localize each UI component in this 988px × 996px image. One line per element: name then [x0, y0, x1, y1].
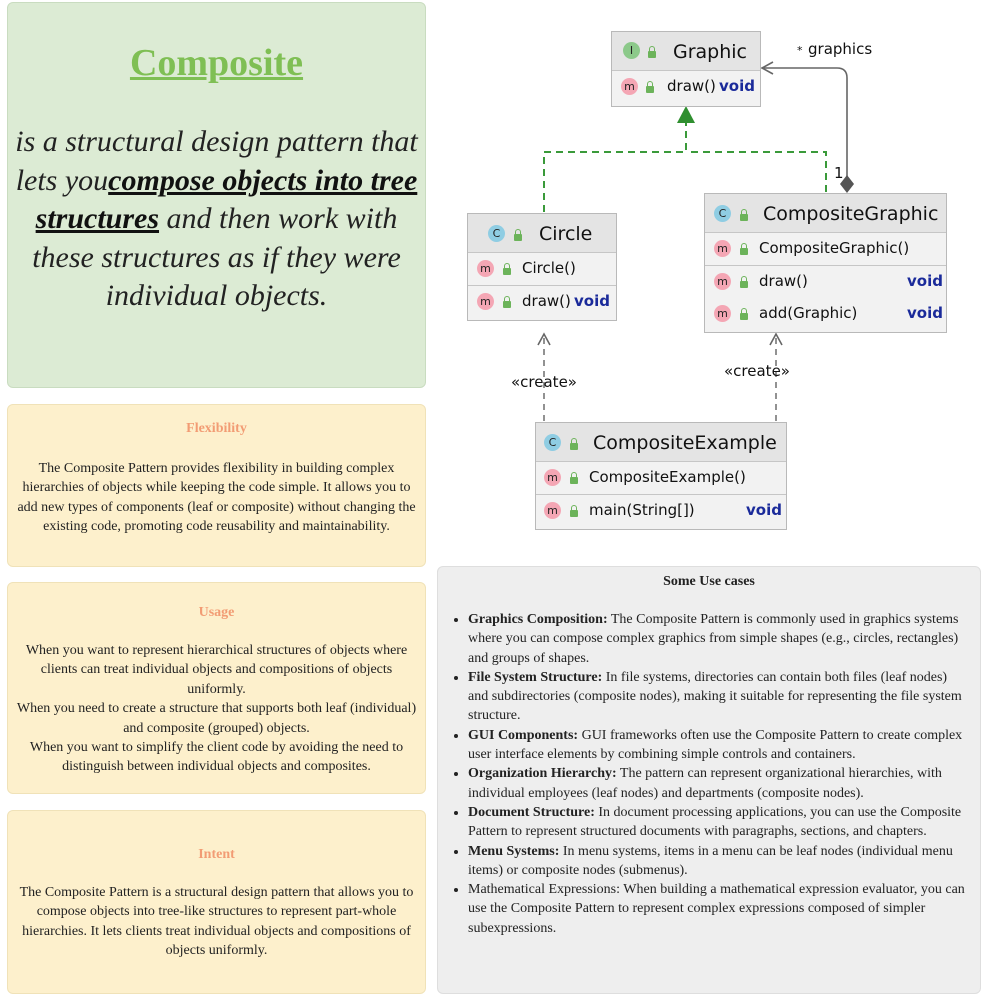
- lock-icon: [570, 477, 578, 484]
- method-icon: m: [714, 305, 731, 322]
- interface-icon: I: [623, 42, 640, 59]
- method-row: [705, 298, 946, 330]
- uml-class-circle: [467, 213, 617, 321]
- method-icon: m: [714, 273, 731, 290]
- method-name: draw(): [759, 272, 808, 290]
- use-case-term: GUI Components:: [468, 727, 579, 743]
- intent-title: Intent: [198, 847, 235, 862]
- method-row: [536, 462, 786, 494]
- constructor-name: CompositeGraphic(): [759, 239, 910, 257]
- use-case-text: The Composite Pattern is commonly used in graphics systems where you can compose complex graphics from simple shapes (e.g., circles, rectangles) and groups of shapes.: [468, 612, 959, 666]
- flexibility-title: Flexibility: [186, 421, 247, 436]
- class-icon: C: [544, 434, 561, 451]
- constructor-name: CompositeExample(): [589, 468, 746, 486]
- usage-line: When you want to represent hierarchical structures of objects where clients can treat individual objects and compositions of objects uniformly.: [25, 643, 408, 697]
- lock-icon: [740, 313, 748, 320]
- class-icon: C: [714, 205, 731, 222]
- usage-line: When you want to simplify the client code by avoiding the need to distinguish between individual objects and composites.: [29, 740, 404, 775]
- hero-text-3: and then work with these structures as if they were individual objects.: [32, 202, 401, 312]
- use-case-text: The pattern can represent organizational hierarchies, with individual employees (leaf nodes) and departments (composite nodes).: [468, 766, 942, 801]
- hero-text-emphasis: compose objects into tree structures: [35, 163, 418, 235]
- use-cases-title: Some Use cases: [663, 574, 755, 589]
- lock-icon: [740, 248, 748, 255]
- method-row: [468, 285, 616, 318]
- lock-icon: [648, 51, 656, 58]
- lock-icon: [740, 214, 748, 221]
- use-case-term: Menu Systems:: [468, 843, 560, 859]
- method-row: [705, 265, 946, 298]
- lock-icon: [503, 301, 511, 308]
- lock-icon: [646, 86, 654, 93]
- class-name: Graphic: [673, 41, 748, 63]
- class-name: CompositeExample: [593, 432, 777, 454]
- class-header: [536, 423, 786, 462]
- use-case-term: Graphics Composition:: [468, 612, 608, 627]
- create-label-right: «create»: [724, 362, 790, 380]
- use-case-text: Mathematical Expressions: When building a mathematical expression evaluator, you can use the Composite Pattern to represent complex expressions composed of simpler subexpressions.: [468, 882, 965, 936]
- method-row: [612, 71, 760, 103]
- class-name: CompositeGraphic: [763, 203, 939, 225]
- lock-icon: [740, 281, 748, 288]
- lock-icon: [570, 510, 578, 517]
- method-name: draw(): [522, 292, 571, 310]
- intent-text: The Composite Pattern is a structural design pattern that allows you to compose objects into tree-like structures to represent part-whole hierarchies. It lets clients treat individual objects and compositions of objects uniformly.: [19, 885, 414, 959]
- uml-class-composite-graphic: [704, 193, 947, 333]
- use-case-term: Organization Hierarchy:: [468, 766, 617, 782]
- flexibility-text: The Composite Pattern provides flexibility in building complex hierarchies of objects while keeping the code simple. It allows you to add new types of components (leaf or composite) without changing the existing code, promoting code reusability and maintainability.: [17, 461, 416, 535]
- return-type: void: [719, 77, 755, 95]
- method-name: draw(): [667, 77, 716, 95]
- return-type: void: [907, 272, 943, 290]
- uml-class-graphic: [611, 31, 761, 107]
- constructor-name: Circle(): [522, 259, 576, 277]
- class-header: [612, 32, 760, 71]
- hero-title: Composite: [129, 42, 304, 84]
- return-type: void: [746, 501, 782, 519]
- use-case-text: In document processing applications, you can use the Composite Pattern to represent structured documents with paragraphs, sections, and chapters.: [468, 804, 962, 840]
- method-row: [536, 494, 786, 527]
- graphics-role-label: graphics: [808, 40, 873, 58]
- use-case-text: In menu systems, items in a menu can be leaf nodes (individual menu items) or composite nodes (submenus).: [468, 843, 953, 878]
- method-icon: m: [714, 240, 731, 257]
- create-label-left: «create»: [511, 373, 577, 391]
- method-icon: m: [477, 293, 494, 310]
- use-case-text: In file systems, directories can contain both files (leaf nodes) and subdirectories (composite nodes), making it suitable for representing the file system structure.: [468, 669, 962, 724]
- multiplicity-star: *: [797, 44, 803, 57]
- class-header: [468, 214, 616, 253]
- class-name: Circle: [539, 223, 593, 245]
- usage-title: Usage: [198, 605, 235, 620]
- method-name: main(String[]): [589, 501, 695, 519]
- lock-icon: [514, 234, 522, 241]
- realization-arrowhead: [677, 106, 695, 123]
- use-case-term: Document Structure:: [468, 804, 595, 820]
- method-row: [468, 253, 616, 285]
- class-header: [705, 194, 946, 233]
- lock-icon: [570, 443, 578, 450]
- uml-class-composite-example: [535, 422, 787, 530]
- hero-text-1: is a structural design pattern that lets you: [15, 125, 418, 197]
- multiplicity-one: 1: [834, 164, 844, 182]
- use-case-term: File System Structure:: [468, 669, 603, 685]
- circle-realization-line: [544, 118, 686, 212]
- method-icon: m: [621, 78, 638, 95]
- use-case-text: GUI frameworks often use the Composite Pattern to create complex user interface elements by combining simple controls and containers.: [468, 727, 963, 763]
- method-icon: m: [477, 260, 494, 277]
- return-type: void: [574, 292, 610, 310]
- return-type: void: [907, 304, 943, 322]
- method-icon: m: [544, 469, 561, 486]
- class-icon: C: [488, 225, 505, 242]
- method-row: [705, 233, 946, 265]
- usage-line: When you need to create a structure that supports both leaf (individual) and composite (grouped) objects.: [16, 701, 417, 736]
- composite-realization-line: [686, 152, 826, 192]
- method-icon: m: [544, 502, 561, 519]
- lock-icon: [503, 268, 511, 275]
- method-name: add(Graphic): [759, 304, 858, 322]
